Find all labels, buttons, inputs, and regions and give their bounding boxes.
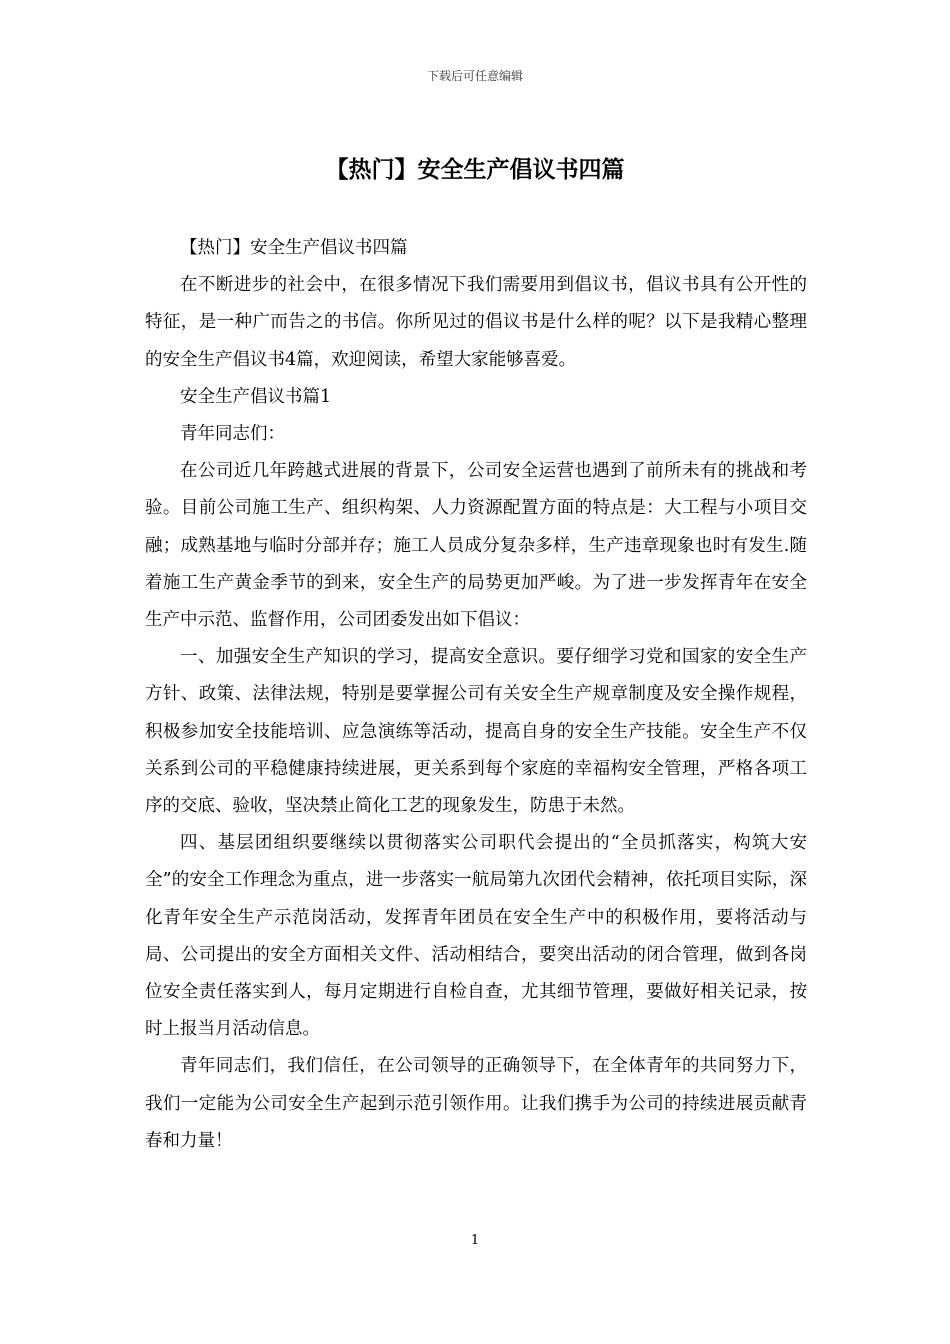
section-heading: 安全生产倡议书篇1 xyxy=(180,386,332,407)
paragraph-subtitle: 【热门】安全生产倡议书四篇 xyxy=(180,238,408,258)
paragraph-closing: 青年同志们，我们信任，在公司领导的正确领导下，在全体青年的共同努力下，我们一定能为公司安全生产起到示范引领作用。让我们携手为公司的持续进展贡献青春和力量！ xyxy=(145,1056,807,1151)
paragraph-point-four: 四、基层团组织要继续以贯彻落实公司职代会提出的“全员抓落实，构筑大安全”的安全工作理念为重点，进一步落实一航局第九次团代会精神，依托项目实际，深化青年安全生产示范岗活动，发挥青年团员在安全生产中的积极作用，要将活动与局、公司提出的安全方面相关文件、活动相结合，要突出活动的闭合管理，做到各岗位安全责任落实到人，每月定期进行自检自查，尤其细节管理，要做好相关记录，按时上报当月活动信息。 xyxy=(145,833,807,1040)
paragraph-background: 在公司近几年跨越式进展的背景下，公司安全运营也遇到了前所未有的挑战和考验。目前公司施工生产、组织构架、人力资源配置方面的特点是：大工程与小项目交融；成熟基地与临时分部并存；施工人员成分复杂多样，生产违章现象也时有发生.随着施工生产黄金季节的到来，安全生产的局势更加严峻。为了进一步发挥青年在安全生产中示范、监督作用，公司团委发出如下倡议： xyxy=(145,461,807,631)
page-header-note: 下载后可任意编辑 xyxy=(426,69,523,83)
page-number: 1 xyxy=(470,1233,480,1248)
document-title: 【热门】安全生产倡议书四篇 xyxy=(325,156,625,183)
paragraph-intro: 在不断进步的社会中，在很多情况下我们需要用到倡议书，倡议书具有公开性的特征，是一种广而告之的书信。你所见过的倡议书是什么样的呢？以下是我精心整理的安全生产倡议书4篇，欢迎阅读，希望大家能够喜爱。 xyxy=(145,275,807,370)
document-body xyxy=(145,230,807,1160)
paragraph-point-one: 一、加强安全生产知识的学习，提高安全意识。要仔细学习党和国家的安全生产方针、政策、法律法规，特别是要掌握公司有关安全生产规章制度及安全操作规程，积极参加安全技能培训、应急演练等活动，提高自身的安全生产技能。安全生产不仅关系到公司的平稳健康持续进展，更关系到每个家庭的幸福构安全管理，严格各项工序的交底、验收，坚决禁止简化工艺的现象发生，防患于未然。 xyxy=(145,647,807,817)
paragraph-salutation: 青年同志们： xyxy=(180,424,285,445)
